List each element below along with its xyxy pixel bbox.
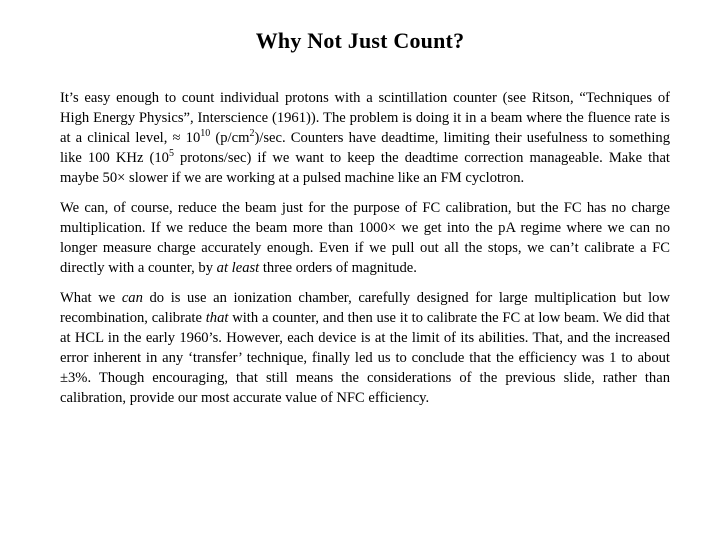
- p1-text-a: It’s easy enough to count individual protons with a scintillation counter (see Ritson, “Techniques of High Energy Physics”, Interscience (1961)). The problem is doing it in a beam where the fluence rate is at a clinical level, ≈ 10: [60, 90, 670, 146]
- p3-text-a: What we: [60, 290, 122, 306]
- p2-text-a: We can, of course, reduce the beam just for the purpose of FC calibration, but the FC has no charge multiplication. If we reduce the beam more than 1000× we get into the pA regime where we can no longer measure charge accurately enough. Even if we pull out all the stops, we can’t calibrate a FC directly with a counter, by: [60, 200, 670, 276]
- paragraph-1: [60, 88, 670, 188]
- p1-text-c: )/sec. Counters have deadtime, limiting their usefulness to something like 100 KHz (10: [60, 130, 671, 166]
- p1-superscript-2: 2: [249, 128, 255, 140]
- slide-title: Why Not Just Count?: [255, 28, 465, 53]
- p1-superscript-1: 10: [200, 128, 211, 140]
- p1-superscript-3: 5: [168, 148, 174, 160]
- p1-text-b: (p/cm: [210, 130, 250, 146]
- p3-emphasis-2: that: [205, 310, 229, 326]
- p3-emphasis-1: can: [121, 290, 143, 306]
- p1-text-d: protons/sec) if we want to keep the deadtime correction manageable. Make that maybe 50× slower if we are working at a pulsed machine like an FM cyclotron.: [60, 150, 670, 186]
- p2-text-b: three orders of magnitude.: [259, 260, 417, 276]
- paragraph-3: [60, 288, 670, 408]
- p3-text-b: do is use an ionization chamber, carefully designed for large multiplication but low recombination, calibrate: [60, 290, 670, 326]
- p2-emphasis-1: at least: [216, 260, 260, 276]
- slide-body: [60, 88, 670, 418]
- paragraph-2: [60, 198, 670, 278]
- p3-text-c: with a counter, and then use it to calibrate the FC at low beam. We did that at HCL in the early 1960’s. However, each device is at the limit of its abilities. That, and the increased error inherent in any ‘transfer’ technique, finally led us to conclude that the efficiency was 1 to about ±3%. Though encouraging, that still means the considerations of the previous slide, rather than calibration, provide our most accurate value of NFC efficiency.: [60, 310, 670, 406]
